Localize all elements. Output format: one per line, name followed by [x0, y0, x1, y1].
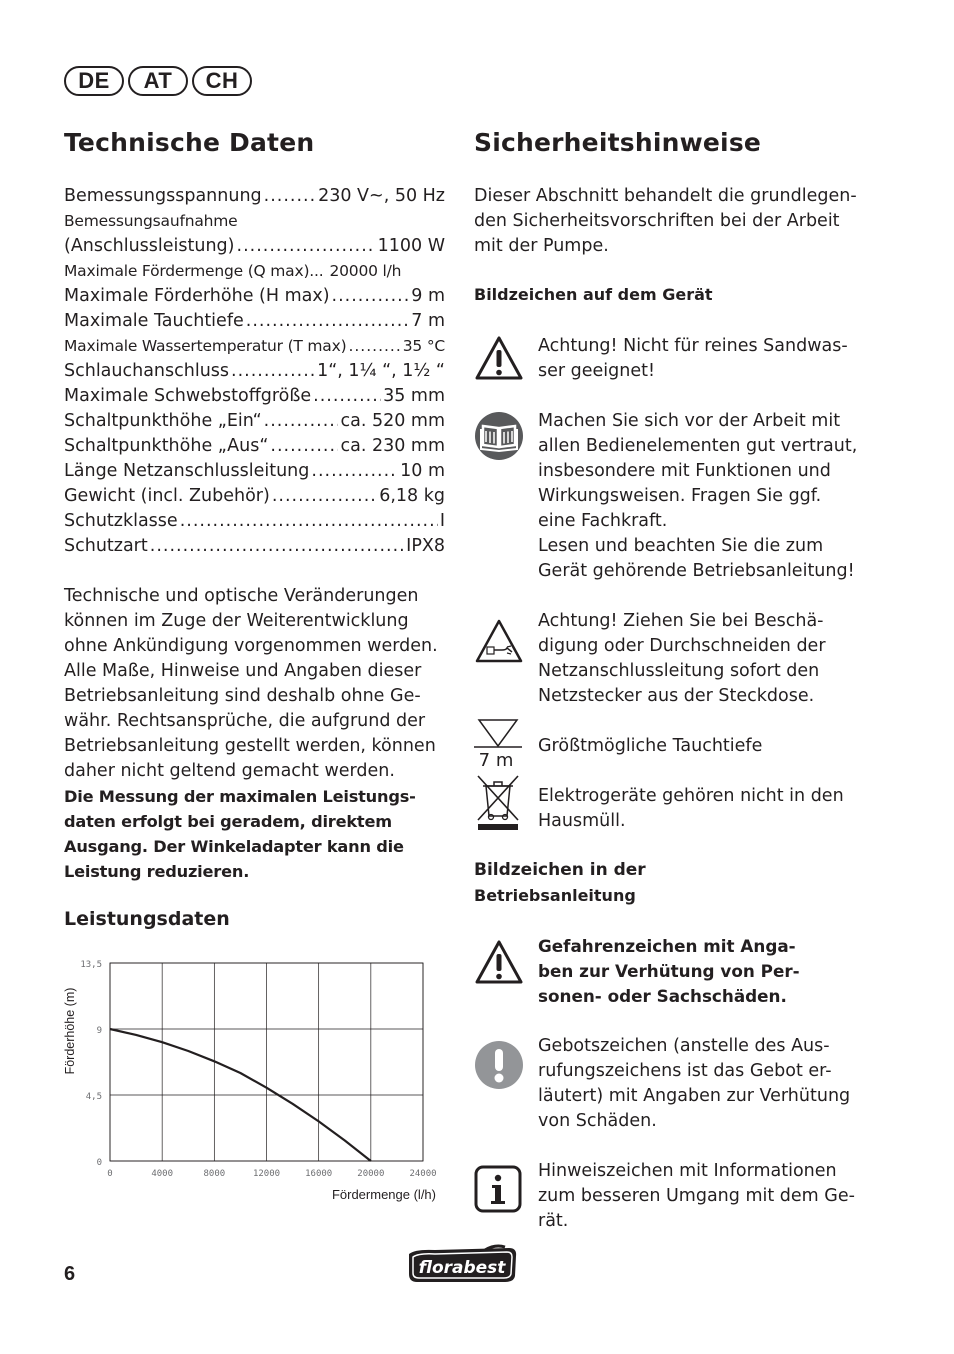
spec-dots [311, 459, 398, 484]
x-axis-label: Fördermenge (l/h) [331, 1187, 436, 1202]
y-tick-label: 0 [96, 1158, 102, 1168]
x-tick-label: 4000 [151, 1169, 174, 1179]
spec-row [64, 309, 445, 334]
spec-label: Länge Netzanschlussleitung [64, 461, 310, 481]
symbol-description [538, 734, 868, 759]
notice-bold-paragraph [64, 784, 445, 884]
symbol-description-line: Wirkungsweisen. Fragen Sie ggf. [538, 486, 822, 506]
symbol-description [538, 784, 868, 834]
symbol-description-line: digung oder Durchschneiden der [538, 636, 826, 656]
spec-label: Schutzklasse [64, 511, 178, 531]
spec-row [64, 259, 445, 284]
spec-dots [272, 484, 377, 509]
language-badges [64, 66, 252, 96]
y-tick-label: 9 [96, 1026, 102, 1036]
info-icon [474, 1165, 524, 1225]
symbol-description-line: von Schäden. [538, 1111, 657, 1131]
spec-list [64, 184, 445, 559]
symbol-description-line: Lesen und beachten Sie die zum [538, 536, 824, 556]
spec-dots [270, 434, 338, 459]
notice-line: Alle Maße, Hinweise und Angaben dieser [64, 661, 422, 681]
spec-value: 6,18 kg [379, 486, 445, 506]
performance-data-title: Leistungsdaten [64, 908, 230, 930]
symbol-description-line: insbesondere mit Funktionen und [538, 461, 831, 481]
unplug-warning-icon [474, 617, 524, 677]
performance-chart [60, 955, 445, 1205]
spec-value: 35 °C [402, 337, 445, 355]
y-tick-label: 13,5 [80, 960, 102, 970]
spec-label: (Anschlussleistung) [64, 236, 235, 256]
technical-data-title: Technische Daten [64, 128, 315, 157]
symbol-description [538, 1034, 868, 1134]
spec-label: Schaltpunkthöhe „Ein“ [64, 411, 262, 431]
spec-row [64, 209, 445, 234]
spec-row [64, 484, 445, 509]
notice-line: Betriebsanleitung sind deshalb ohne Ge- [64, 686, 421, 706]
notice-bold-line: Leistung reduzieren. [64, 862, 250, 881]
symbol-description-line: Größtmögliche Tauchtiefe [538, 736, 763, 756]
spec-label: Bemessungsaufnahme [64, 212, 238, 230]
spec-dots [237, 234, 376, 259]
symbol-description-line: allen Bedienelementen gut vertraut, [538, 436, 858, 456]
spec-value: ca. 520 mm [340, 411, 445, 431]
y-tick-label: 4,5 [85, 1092, 102, 1102]
symbol-description-line: läutert) mit Angaben zur Verhütung [538, 1086, 851, 1106]
mandatory-sign-icon [474, 1040, 524, 1100]
spec-row [64, 534, 445, 559]
symbol-description-line: sonen- oder Sachschäden. [538, 986, 787, 1006]
spec-row [64, 434, 445, 459]
notice-line: Betriebsanleitung gestellt werden, können [64, 736, 436, 756]
spec-value: 20000 l/h [329, 262, 402, 280]
x-tick-label: 24000 [409, 1169, 437, 1179]
symbol-description-line: rufungszeichens ist das Gebot er- [538, 1061, 832, 1081]
x-tick-label: 16000 [305, 1169, 333, 1179]
lang-badge-de: DE [64, 66, 124, 96]
spec-dots [264, 409, 339, 434]
symbol-description [538, 334, 868, 384]
symbol-description-line: ser geeignet! [538, 361, 655, 381]
intro-line: mit der Pumpe. [474, 236, 609, 256]
symbol-description-line: Hinweiszeichen mit Informationen [538, 1161, 837, 1181]
symbol-description [538, 1159, 868, 1234]
florabest-logo [405, 1244, 519, 1286]
notice-line: können im Zuge der Weiterentwicklung [64, 611, 409, 631]
spec-dots [150, 534, 404, 559]
symbol-description-line: Gefahrenzeichen mit Anga- [538, 936, 796, 956]
x-tick-label: 20000 [357, 1169, 385, 1179]
danger-triangle-icon [474, 938, 524, 998]
spec-label: Schaltpunkthöhe „Aus“ [64, 436, 269, 456]
device-symbols-title: Bildzeichen auf dem Gerät [474, 285, 713, 304]
symbol-description-line: Hausmüll. [538, 811, 626, 831]
symbol-description-line: ben zur Verhütung von Per- [538, 961, 800, 981]
spec-dots [313, 384, 381, 409]
spec-value: I [439, 511, 445, 531]
spec-label: Maximale Fördermenge (Q max)... [64, 262, 324, 280]
spec-value: 1“, 1¼ “, 1½ “ [317, 361, 445, 381]
intro-line: Dieser Abschnitt behandelt die grundlegen- [474, 186, 857, 206]
immersion-depth-label: 7 m [478, 750, 514, 771]
spec-value: 9 m [411, 286, 445, 306]
intro-line: den Sicherheitsvorschriften bei der Arbeit [474, 211, 840, 231]
spec-row [64, 359, 445, 384]
spec-label: Maximale Förderhöhe (H max) [64, 286, 330, 306]
spec-row [64, 234, 445, 259]
lang-badge-at: AT [128, 66, 188, 96]
safety-title: Sicherheitshinweise [474, 128, 762, 157]
spec-dots [348, 334, 400, 359]
symbol-description [538, 934, 868, 1009]
notice-paragraph [64, 584, 445, 784]
crossed-bin-icon [474, 772, 524, 832]
x-tick-label: 12000 [252, 1169, 281, 1179]
spec-row [64, 459, 445, 484]
spec-dots [246, 309, 410, 334]
notice-line: ohne Ankündigung vorgenommen werden. [64, 636, 438, 656]
symbol-description-line: Elektrogeräte gehören nicht in den [538, 786, 844, 806]
spec-dots [264, 184, 316, 209]
spec-value: IPX8 [406, 536, 445, 556]
spec-dots [231, 359, 315, 384]
spec-value: 35 mm [383, 386, 445, 406]
spec-value: 230 V~, 50 Hz [318, 186, 445, 206]
symbol-description-line: eine Fachkraft. [538, 511, 668, 531]
spec-label: Maximale Tauchtiefe [64, 311, 244, 331]
warning-triangle-icon [474, 334, 524, 394]
performance-chart-svg [60, 955, 445, 1205]
manual-symbols-title: Bildzeichen in der [474, 860, 646, 880]
spec-label: Bemessungsspannung [64, 186, 262, 206]
spec-label: Maximale Wassertemperatur (T max) [64, 337, 347, 355]
symbol-description-line: Gerät gehörende Betriebsanleitung! [538, 561, 855, 581]
notice-line: währ. Rechtsansprüche, die aufgrund der [64, 711, 426, 731]
lang-badge-ch: CH [192, 66, 252, 96]
symbol-description-line: Netzanschlussleitung sofort den [538, 661, 820, 681]
symbol-description [538, 609, 868, 709]
spec-label: Schlauchanschluss [64, 361, 230, 381]
symbol-description-line: Machen Sie sich vor der Arbeit mit [538, 411, 841, 431]
spec-dots [332, 284, 410, 309]
spec-label: Schutzart [64, 536, 148, 556]
symbol-description-line: Achtung! Nicht für reines Sandwas- [538, 336, 848, 356]
read-manual-icon [474, 411, 524, 471]
x-tick-label: 0 [107, 1169, 113, 1179]
spec-row [64, 334, 445, 359]
spec-value: 1100 W [377, 236, 445, 256]
symbol-description-line: Achtung! Ziehen Sie bei Beschä- [538, 611, 824, 631]
manual-symbols-subtitle: Betriebsanleitung [474, 886, 636, 905]
spec-label: Maximale Schwebstoffgröße [64, 386, 312, 406]
spec-value: ca. 230 mm [340, 436, 445, 456]
notice-line: Technische und optische Veränderungen [64, 586, 419, 606]
spec-row [64, 184, 445, 209]
notice-bold-line: daten erfolgt bei geradem, direktem [64, 812, 392, 831]
symbol-description-line: rät. [538, 1211, 569, 1231]
notice-bold-line: Ausgang. Der Winkeladapter kann die [64, 837, 404, 856]
brand-text: florabest [418, 1258, 506, 1278]
symbol-description-line: zum besseren Umgang mit dem Ge- [538, 1186, 855, 1206]
spec-row [64, 509, 445, 534]
spec-dots [180, 509, 438, 534]
symbol-description [538, 409, 868, 584]
immersion-depth-icon [474, 716, 524, 776]
notice-bold-line: Die Messung der maximalen Leistungs- [64, 787, 416, 806]
spec-row [64, 384, 445, 409]
spec-row [64, 409, 445, 434]
safety-intro [474, 184, 874, 259]
symbol-description-line: Gebotszeichen (anstelle des Aus- [538, 1036, 830, 1056]
spec-label: Gewicht (incl. Zubehör) [64, 486, 270, 506]
symbol-description-line: Netzstecker aus der Steckdose. [538, 686, 815, 706]
spec-row [64, 284, 445, 309]
spec-value: 10 m [400, 461, 445, 481]
x-tick-label: 8000 [203, 1169, 226, 1179]
spec-value: 7 m [411, 311, 445, 331]
notice-line: daher nicht geltend gemacht werden. [64, 761, 395, 781]
y-axis-label: Förderhöhe (m) [63, 987, 77, 1075]
page-number: 6 [64, 1263, 76, 1285]
